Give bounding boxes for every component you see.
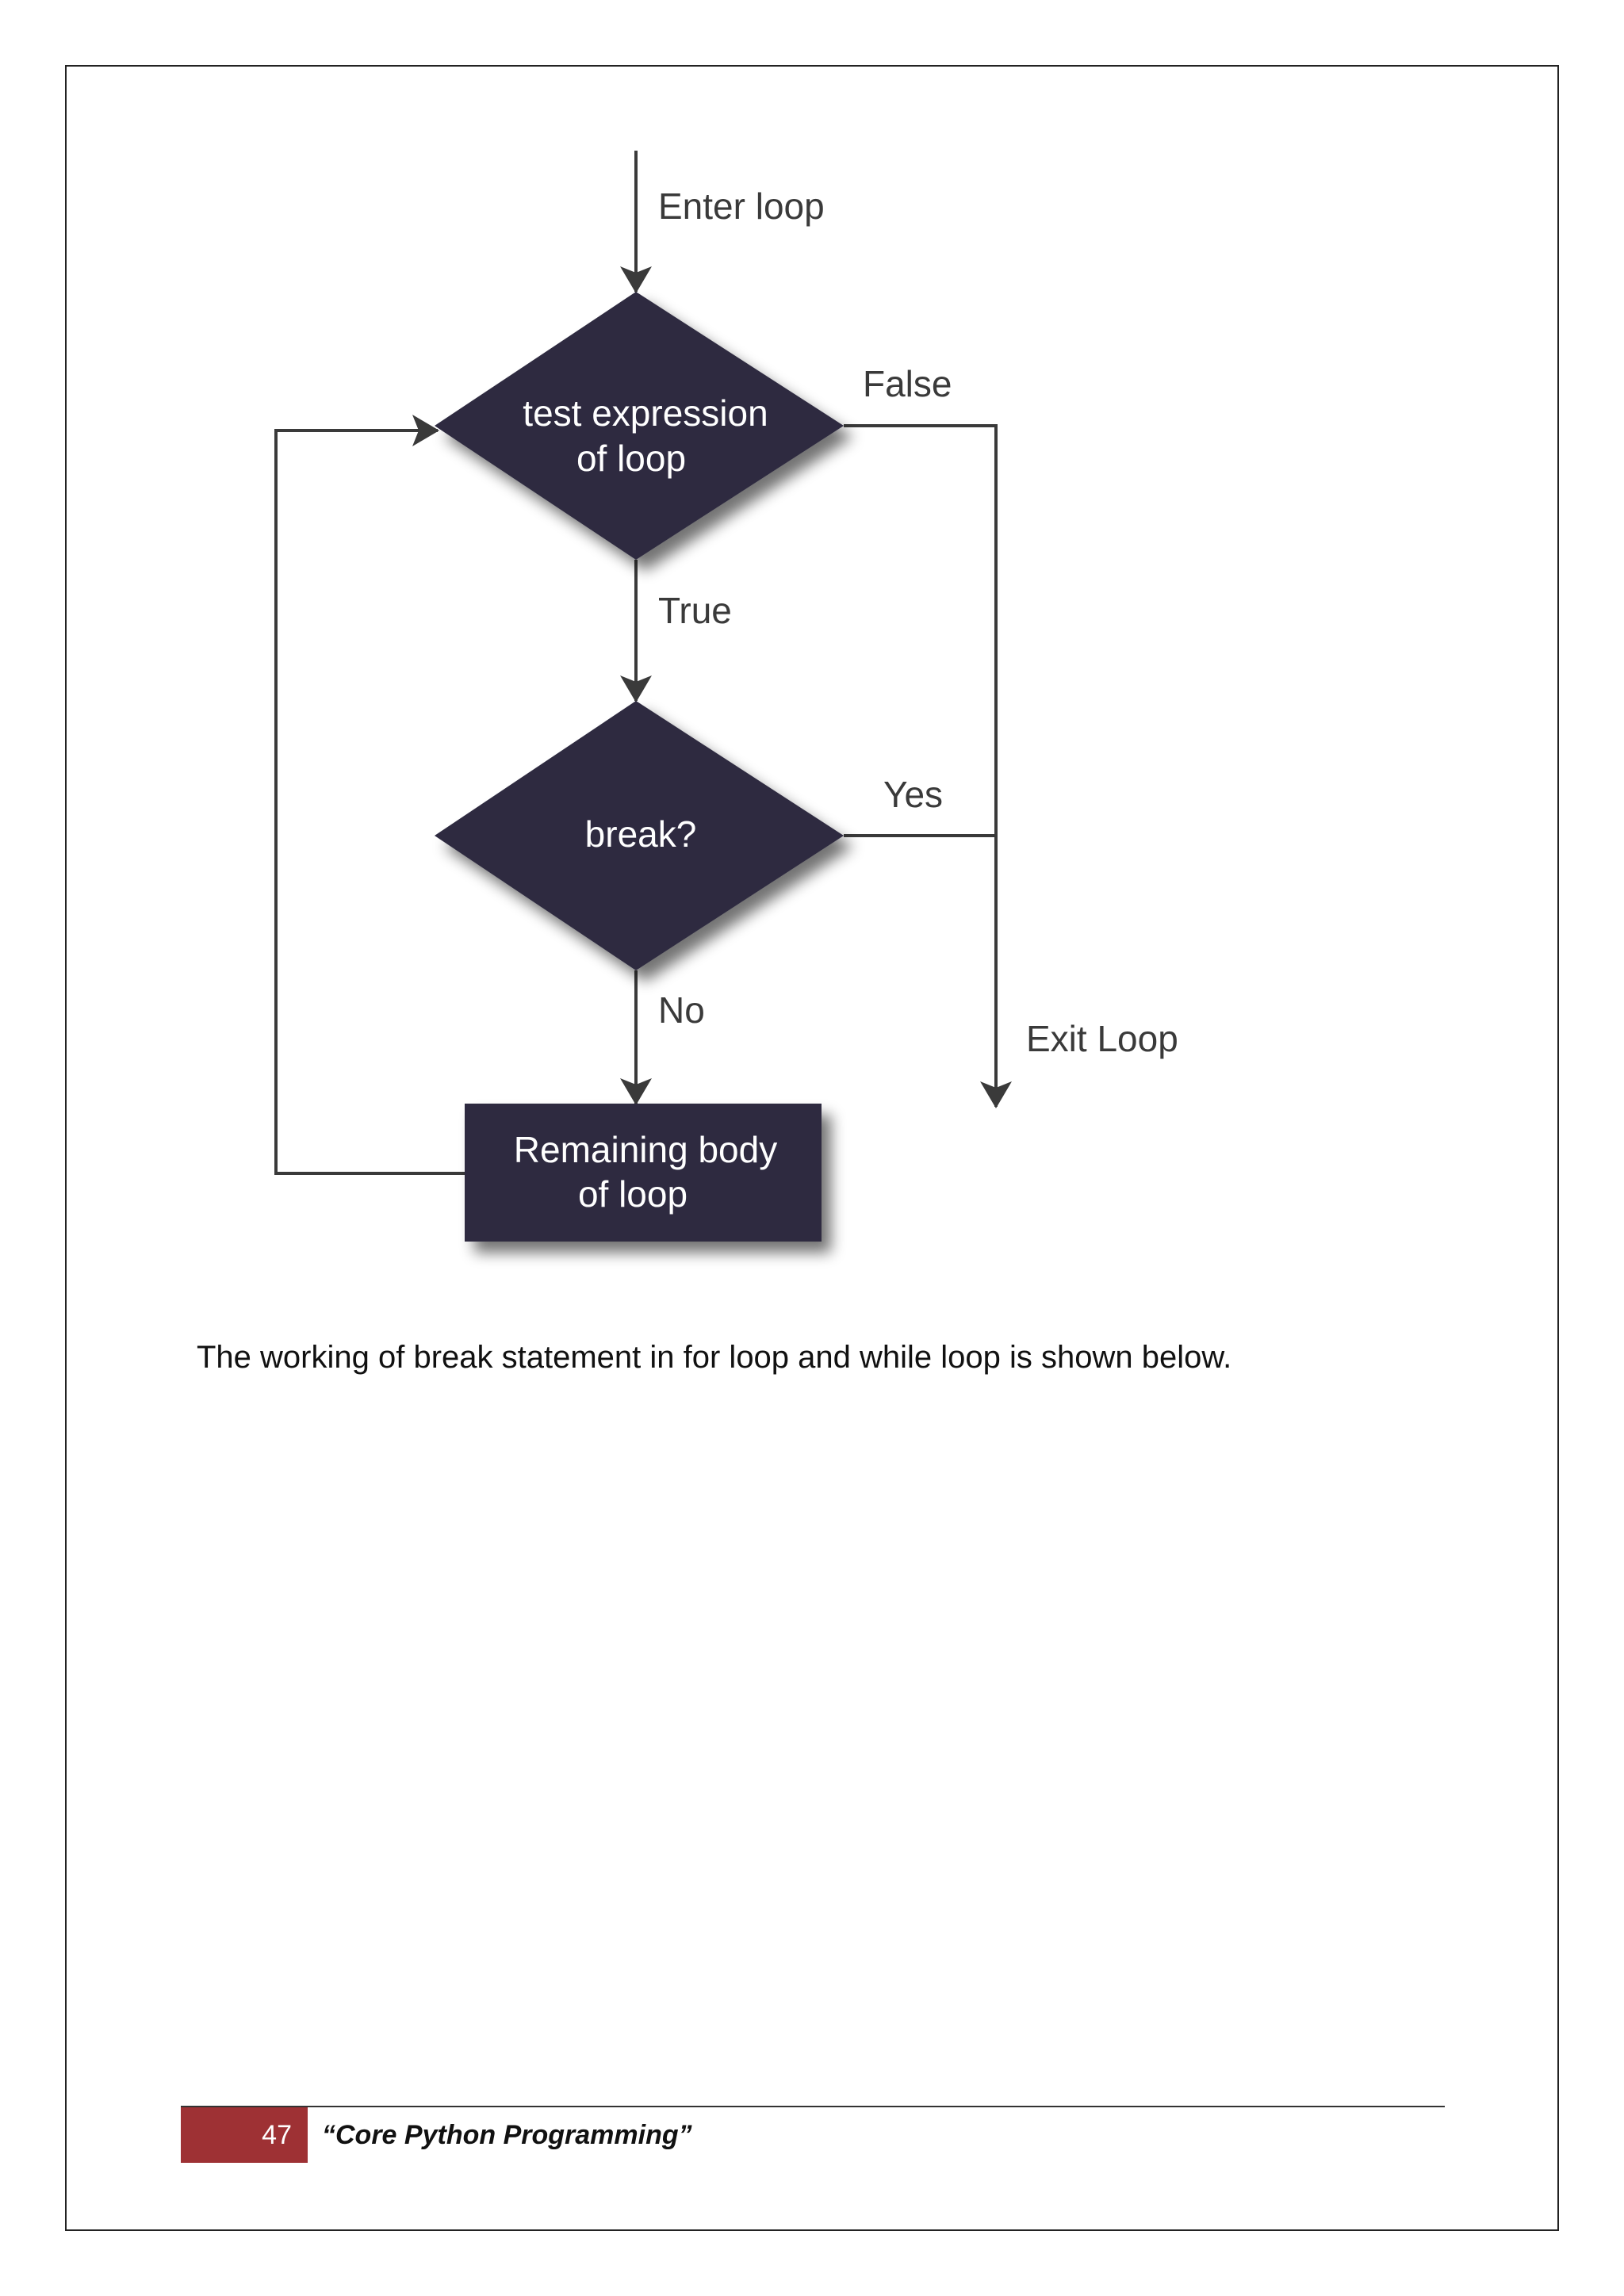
paragraph-text: The working of break statement in for loop and while loop is shown below. xyxy=(197,1340,1232,1375)
true-label: True xyxy=(658,590,732,631)
remaining-body-text-line2: of loop xyxy=(577,1173,688,1215)
remaining-body-box xyxy=(465,1104,822,1242)
loop-back-connector xyxy=(276,430,465,1173)
book-title: “Core Python Programming” xyxy=(322,2119,692,2150)
no-label: No xyxy=(658,989,705,1031)
test-expression-text-line2: of loop xyxy=(576,438,687,479)
remaining-body-text-line1: Remaining body xyxy=(513,1129,778,1170)
test-expression-text-line1: test expression xyxy=(523,392,768,434)
break-text: break? xyxy=(584,813,697,855)
false-label: False xyxy=(863,363,952,404)
exit-loop-label: Exit Loop xyxy=(1026,1018,1178,1059)
page-number-box xyxy=(181,2107,308,2163)
enter-loop-label: Enter loop xyxy=(658,186,825,227)
page-number: 47 xyxy=(262,2119,292,2150)
yes-label: Yes xyxy=(883,774,944,815)
